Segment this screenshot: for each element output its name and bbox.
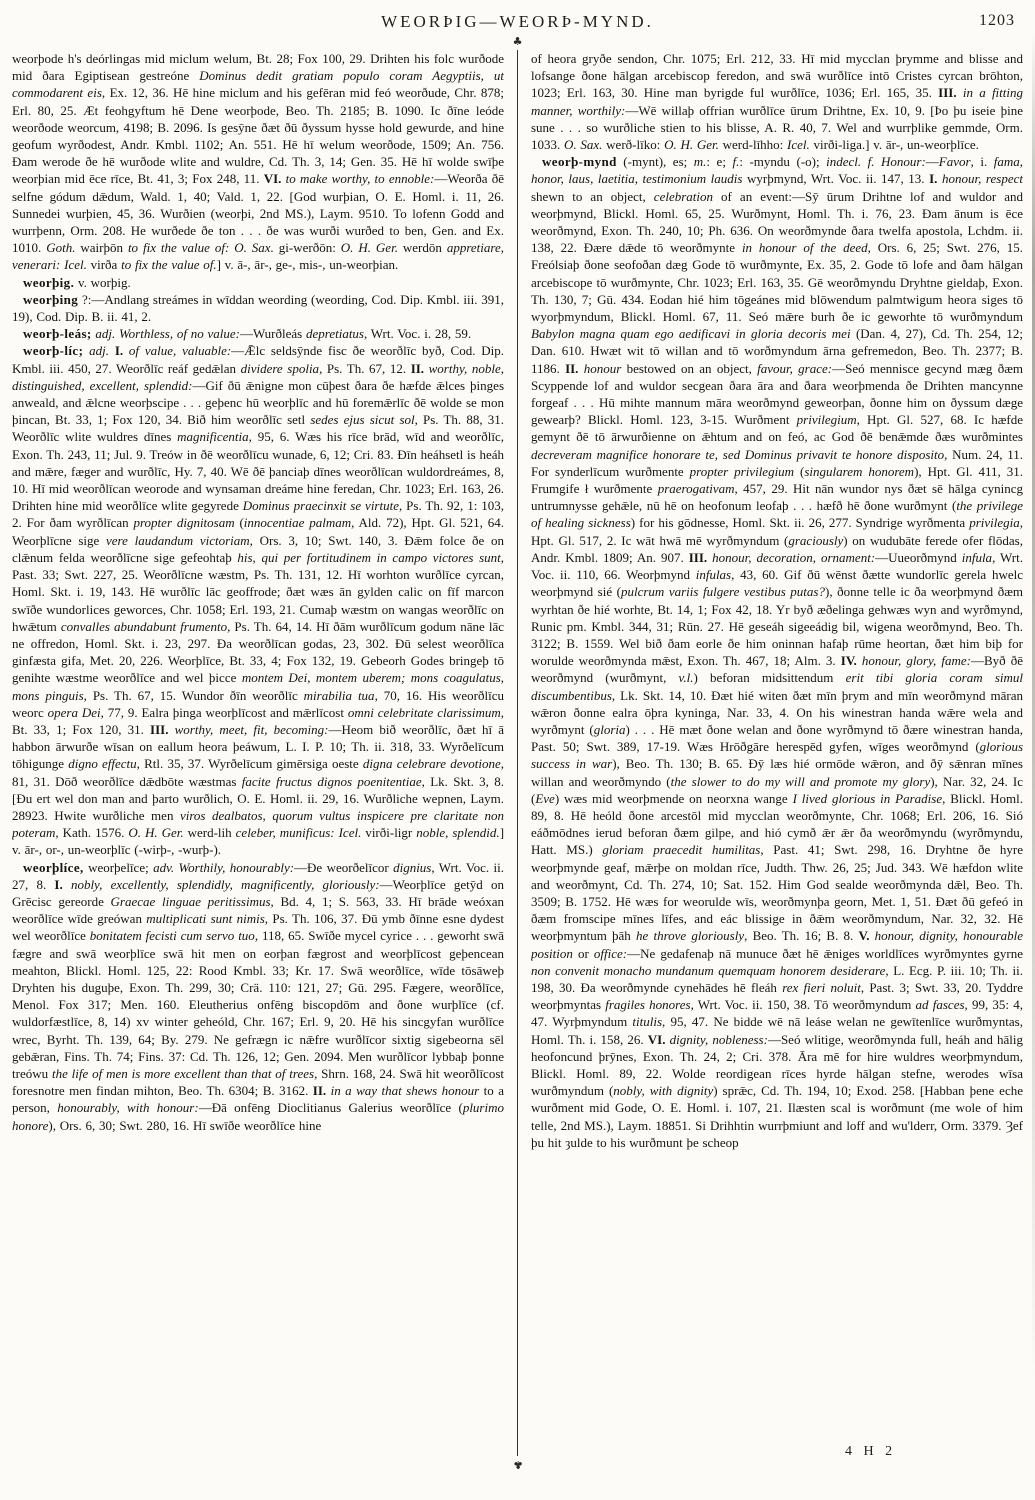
column-divider-rule — [512, 35, 523, 1471]
dictionary-entry: weorþlíce, weorþelīce; adv. Worthily, honourably:—Ðe weorðelīcor dignius, Wrt. Voc. ii. 27, 8. I. nobly, excellently, splendidly, magnificently, gloriously:—Weorþlīce getȳd on Grēcisc gereorde Graecae linguae peritissimus, Bd. 4, 1; S. 563, 33. Hī brāde weóxan weorðlīce wīde greówan multiplicati sunt nimis, Ps. Th. 106, 37. Ðū ymb ðīnne esne dydest wel weorðlīce bonitatem fecisti cum servo tuo, 118, 65. Swīðe mycel cyrice . . . geworht swā fægre and swā weorþlīce swā hit men on eorþan fægrost and weorþlīcost geþencean meahton, Blickl. Homl. 125, 22: Rood Kmbl. 33; Kr. 17. Swā weorðlīce, wīde tōsāweþ Dryhten his duguþe, Exon. Th. 299, 30; Crä. 110: 121, 27; Gū. 295. Fægere, weorðlīce, Menol. Fox 317; Men. 160. Eleutherius onfēng biscopdōm and ðone wurþlīce (cf. wuldorfæstlīce, 8, 14) xv winter geheóld, Chr. 167; Erl. 9, 20. Hē his sincgyfan wurðlīce wrec, Byrht. Th. 139, 64; By. 279. Ne gefrægn ic nǣfre wurðlīcor sixtig sigebeorna sēl gebǣran, Fins. Th. 74; Fins. 37: Cd. Th. 126, 12; Gen. 2094. Men wurðlīcor lybbaþ þonne treówu the life of men is more excellent than that of trees, Shrn. 168, 24. Swā hit weorðlīcost foresnotre men findan mihton, Beo. Th. 6304; B. 3162. II. in a way that shews honour to a person, honourably, with honour:—Ðā onfēng Dioclitianus Galerius weorðlīce (plurimo honore), Ors. 6, 30; Swt. 280, 16. Hī swīðe weorðlīce hine — [12, 859, 504, 1133]
trefoil-ornament-icon: ♣ — [512, 35, 523, 48]
dictionary-entry: weorþig. v. worþig. — [23, 274, 131, 290]
headword: weorþlíce, — [23, 859, 84, 875]
dictionary-entry: weorþ-líc; adj. I. of value, valuable:—Ǣlc seldsȳnde fisc ðe weorðlīc byð, Cod. Dip. Kmbl. iii. 450, 27. Weorðlīc reáf gedǣlan dividere spolia, Ps. Th. 67, 12. II. worthy, noble, distinguished, excellent, splendid:—Gif ðū ǣnigne mon cūþest ðara ðe hæfde ǣlces þinges anweald, and ǣlcne weorþscipe . . . geþenc hū weorþlīc and hū foremǣrlīc ðē wolde se mon þincan, Bt. 33, 1; Fox 120, 34. Bið him weorðlīc setl sedes ejus sicut sol, Ps. Th. 88, 31. Weorðlīc wlite wuldres dīnes magnificentia, 95, 6. Wæs his rīce brād, wīd and weorðlīc, Exon. Th. 243, 11; Jul. 9. Treów in ðē weorðlīcu wunade, 6, 12; Cri. 83. Ðīn heáhsetl is heáh and mǣre, fæger and wurðlīc, Hy. 7, 40. Wē ðē þanciaþ dīnes weorðlīcan wuldordreámes, 8, 10. Hī mid weorðlīcan weorode and wynsaman dreáme hine feredan, Chr. 1023; Erl. 163, 26. Drihten hine mid weorðlīce wlite gegyrede Dominus praecinxit se virtute, Ps. Th. 92, 1: 103, 2. For ðam wyrðlīcan propter dignitosam (innocentiae palmam, Ald. 72), Hpt. Gl. 521, 64. Weorþlīcne sige vere laudandum victoriam, Ors. 3, 10; Swt. 140, 3. Ðǣm folce ðe on clǣnum felda weorðlīcne sige gefeohtaþ his, qui per fortitudinem in campo victores sunt, Past. 33; Swt. 227, 25. Weorðlīcne wæstm, Ps. Th. 131, 12. Hī worhton wurðlīce cyrcan, Homl. Skt. i. 19, 143. Hē wurðlīc lāc geoffrode; ðæt wæs ān gylden calic on fīf marcon swīðe wundorlices geworces, Chr. 1058; Erl. 193, 21. Cumaþ wæstm on wangas weorðlīc on hwǣtum convalles abundabunt frumento, Ps. Th. 64, 14. Hī ðām wurðlīcum godum nāne lāc ne offredon, Homl. Skt. i. 23, 297. Ða weorðlīcan godas, 23, 302. Ðū selest weorðlīca ginfæsta gifa, Met. 20, 226. Weorþlīce, Bt. 33, 4; Fox 132, 19. Gebeorh Godes bringeþ tō genihte wæstme weorðlīce and wel þicce montem Dei, montem uberem; mons coagulatus, mons pinguis, Ps. Th. 67, 15. Wundor ðīn weorðlīc mirabilia tua, 70, 16. His weorðlīcu weorc opera Dei, 77, 9. Ealra þinga weorþlīcost and mǣrlīcost omni celebritate clarissimum, Bt. 33, 1; Fox 120, 31. III. worthy, meet, fit, becoming:—Heom bið weorðlīc, ðæt hī ā habbon ārwurðe wīsan on eallum heora þeáwum, L. I. P. 10; Th. ii. 318, 33. Wyrðelīcum tōhigunge digno effectu, Rtl. 35, 37. Wyrðelīcum gimērsiga oeste digna celebrare devotione, 81, 31. Dōð weorðlīce dǣdbōte wæstmas facite fructus dignos poenitentiae, Lk. Skt. 3, 8. [Ðu ert wel don man and þarto wurðlich, O. E. Homl. ii. 29, 16. Wurðliche wepnen, Laym. 28923. Hwite wurðliche men viros dealbatos, quorum vultus inspicere pre claritate non poteram, Kath. 1576. O. H. Ger. werd-lih celeber, munificus: Icel. virði-ligr noble, splendid.] v. ār-, or-, un-weorþlīc (-wirþ-, -wurþ-). — [12, 343, 504, 858]
page-body — [12, 35, 1023, 1471]
headword: weorþig. — [23, 274, 75, 290]
headword: weorþing — [23, 291, 79, 307]
text-column-right — [531, 50, 1023, 1448]
continuation-paragraph: weorþode h's deórlingas mid miclum welum, Bt. 28; Fox 100, 29. Drihten his folc wurðode mid ðara Egiptisean gestreóne Dominus dedit gratiam populo coram Aegyptiis, ut commodarent eis, Ex. 12, 36. Hē hine miclum and his gefēran mid feó weorðude, Chr. 878; Erl. 80, 25. Æt feohgyftum hē Dene weorþode, Beo. Th. 2185; B. 1090. Ic ðīne leóde weorðode weorcum, 4198; B. 2096. Is gesȳne ðæt ðū ðyssum hysse hold gewurde, and hine geofum wyrðodest, Andr. Kmbl. 1102; An. 551. Hē hī welum weorðode, 1509; An. 756. Ðam werode ðe hē wurðode wlite and wuldre, Cd. Th. 3, 14; Gen. 35. Hē hī wolde swīþe weorþian mid ēce rīce, Bt. 41, 3; Fox 248, 11. VI. to make worthy, to ennoble:—Weorða ðē selfne gódum dǣdum, Wald. 1, 40; Vald. 1, 22. [God wurþian, O. E. Homl. i. 11, 26. Sunnedei wurþien, 45, 36. Wurðien (weorþi, 2nd MS.), Laym. 9510. To lofenn Godd and wurrþenn, Orm. 208. He wurðede ðe ton . . . ðe was wurði wurðed to ben, Gen. and Ex. 1010. Goth. wairþōn to fix the value of: O. Sax. gi-werðōn: O. H. Ger. werdōn appretiare, venerari: Icel. virða to fix the value of.] v. ā-, ār-, ge-, mis-, un-weorþian. — [12, 51, 504, 273]
dictionary-entry: weorþing ?:—Andlang streámes in wīddan weording (weording, Cod. Dip. Kmbl. iii. 391, 19), Cod. Dip. B. ii. 41, 2. — [12, 291, 504, 325]
dictionary-entry: weorþ-mynd (-mynt), es; m.: e; f.: -myndu (-o); indecl. f. Honour:—Favor, i. fama, honor, laus, laetitia, testimonium laudis wyrþmynd, Wrt. Voc. ii. 147, 13. I. honour, respect shewn to an object, celebration of an event:—Sȳ ūrum Drihtne lof and wuldor and weorþmynd, Blickl. Homl. 65, 25. Wurðmynt, Homl. Th. i. 76, 23. Ðam ānum is ēce weorðmynd, Exon. Th. 240, 10; Ph. 636. On weorðmynde ðara twelfa apostola, Lchdm. ii. 138, 22. Ðære dǣde tō weorðmynte in honour of the deed, Ors. 6, 25; Swt. 276, 15. Freólsiaþ ðone seofoðan dæg Gode tō wurðmynte, Ex. 35, 2. Gode tō lofe and ðam hālgan arcebiscope tō wurðmynte, Chr. 1023; Erl. 163, 35. Gē weorðmyndu Dryhtne gieldaþ, Exon. Th. 130, 7; Gū. 434. Eodan hié him tōgeánes mid blōwendum palmtwigum heora siges tō wyorþmyndum, Blickl. Homl. 67, 11. Seó mǣre burh ðe ic geworhte tō wurðmyndum Babylon magna quam ego aedificavi in gloria decoris mei (Dan. 4, 27), Cd. Th. 254, 12; Dan. 610. Hwæt wit tō willan and tō worðmyndum ārna gefremedon, Beo. Th. 2377; B. 1186. II. honour bestowed on an object, favour, grace:—Seó mennisce gecynd mæg ðæm Scyppende lof and wuldor secgean ðara āra and ðara weorþmenda ðe Drihten mancynne forgeaf . . . Hū mihte mannum māra weorðmynd geweorþan, ðonne him on ðyssum dæge gewearþ? Blickl. Homl. 123, 3-15. Wurðment privilegium, Hpt. Gl. 527, 68. Ic hæfde gemynt ðē tō ārwurðienne on ǣhtum and on feó, ac God ðē benǣmde ðæs wurðmintes decreveram magnifice honorare te, sed Dominus privavit te honore disposito, Num. 24, 11. For synderlīcum wurðmente propter privilegium (singularem honorem), Hpt. Gl. 411, 31. Frumgife ł wurðmente praerogativam, 457, 29. Hit nān wundor nys ðæt sē hālga cynincg untrumnysse gehǣle, nū hē on heofonum leofaþ . . . hæfð hē ðone wurðmynt (the privilege of healing sickness) for his gōdnesse, Homl. Skt. ii. 26, 277. Syndrige wyrðmenta privilegia, Hpt. Gl. 517, 2. Ic wāt hwā mē wyrðmyndum (graciously) on wudubāte ferede ofer flōdas, Andr. Kmbl. 1809; An. 907. III. honour, decoration, ornament:—Uueorðmynd infula, Wrt. Voc. ii. 110, 66. Weorþmynd infulas, 43, 60. Gif ðū wēnst ðætte wundorlīc gerela hwelc weorþmynd sié (pulcrum variis fulgere vestibus putas?), ðonne telle ic ða weorþmynd ðæm wyrhtan ðe hié worhte, Bt. 14, 1; Fox 42, 18. Yr byð æðelinga gehwæs wyn and wyrðmynd, Runic pm. Kmbl. 344, 31; Rūn. 27. Hē geseáh sigeeádig bil, wigena weorðmynd, Beo. Th. 3122; B. 1559. Wel bið ðam eorle ðe him oninnan hafaþ rūme heortan, ðæt him biþ for worulde weorðmynda mǣst, Exon. Th. 467, 18; Alm. 3. IV. honour, glory, fame:—Byð ðē weorðmynd (wurðmynt, v.l.) beforan midsittendum erit tibi gloria coram simul discumbentibus, Lk. Skt. 14, 10. Ðæt hié witen ðæt mīn þrym and mīn weorðmynd māran wǣron ðonne ealra ōþra kyninga, Nar. 33, 4. On his winestran handa wǣre wela and wyrðmynt (gloria) . . . Hē mæt ðone welan and ðone wyrðmynd tō ðære winestran handa, Past. 50; Swt. 389, 17-19. Wæs Hrōðgāre herespēd gyfen, wīges weorðmynd (glorious success in war), Beo. Th. 130; B. 65. Ðȳ læs hié ormōde wǣron, and ðȳ sǣnran mīnes willan and weorðmyndo (the slower to do my will and promote my glory), Nar. 32, 24. Ic (Eve) wæs mid weorþmende on neorxna wange I lived glorious in Paradise, Blickl. Homl. 89, 8. Hē heóld ðone arcestōl mid mycclan weorðmynte, Chr. 1068; Erl. 206, 16. Sió eáðmōdnes ierud beforan ðæm gilpe, and hió cymð ǣr ǣr ða weorðmyndu (wyrðmyndu, Hatt. MS.) gloriam praecedit humilitas, Past. 41; Swt. 298, 16. Dryhtne ðe hyre weorþmynde geaf, mǣrþe on moldan rīce, Judth. Thw. 26, 25; Jud. 343. Wē hæfdon wlite and weorðmynt, Cd. Th. 274, 10; Sat. 152. Him God sealde weorðmynda dǣl, Beo. Th. 3509; B. 1752. Hē wæs for weorulde wīs, weorðmynþa georn, Met. 1, 51. Ðæt ðū gefeó in ðæm fromscipe mīnes līfes, and eác blissige in ðǣm weorðmyndum, Nar. 32, 32. Hē weorþmyntum þāh he throve gloriously, Beo. Th. 16; B. 8. V. honour, dignity, honourable position or office:—Ne gedafenaþ nā munuce ðæt hē ǣniges worldlīces wyrðmyntes gyrne non convenit monacho mundanum quemquam honorem desiderare, L. Ecg. P. iii. 10; Th. ii. 198, 30. Ða weorðmynde cynehādes hē fleáh rex fieri noluit, Past. 3; Swt. 33, 20. Tyddre weorþmyntas fragiles honores, Wrt. Voc. ii. 150, 38. Tō weorðmyndum ad fasces, 99, 35: 4, 47. Wyrþmyndum titulis, 95, 47. Ne bidde wē nā leáse welan ne gewītenlīce wurðmyntas, Homl. Th. i. 158, 26. VI. dignity, nobleness:—Seó wlitige, weorðmynda full, heáh and hālig heofoncund þrȳnes, Exon. Th. 24, 2; Cri. 378. Āra mē for hire wuldres weorþmyndum, Blickl. Homl. 89, 22. Wolde reordigean rīces hyrde hālgan stefne, werodes wīsa wurðmyndum (nobly, with dignity) sprǣc, Cd. Th. 194, 10; Exod. 258. [Habban þene eche wurðment mid Gode, O. E. Homl. i. 107, 21. Ilæsten scal is worðmunt (me wole of him telle, 2nd MS.), Laym. 18851. Si Drihhtin wurrþmiunt and loff and wu'lderr, Orm. 3379. Ȝef þu hit ȝulde to his wurðmunt þe scheop — [531, 154, 1023, 1150]
dictionary-entry: weorþ-leás; adj. Worthless, of no value:—Wurðleás depretiatus, Wrt. Voc. i. 28, 59. — [23, 326, 472, 342]
page-number: 1203 — [979, 12, 1015, 29]
headword: weorþ-mynd — [542, 154, 617, 170]
trefoil-ornament-icon: ♣ — [512, 1458, 523, 1471]
continuation-paragraph: of heora gryðe sendon, Chr. 1075; Erl. 212, 33. Hī mid mycclan þrymme and blisse and lofsange ðone hālgan arcebiscop feredon, and swā wurðlīce intō Cristes cyrcan brōhton, 1023; Erl. 163, 30. Hine man byrigde ful wurðlīce, 1036; Erl. 165, 35. III. in a fitting manner, worthily:—Wē willaþ offrian wurðlīce ūrum Drihtne, Ex. 10, 9. [Þo þu iseie þine sune . . . so wurðliche stien to his blisse, A. R. 40, 7. Wel and wurrþlike gemmde, Orm. 1033. O. Sax. werð-līko: O. H. Ger. werd-līhho: Icel. virði-liga.] v. ār-, un-weorþlīce. — [531, 51, 1023, 153]
text-column-left — [12, 50, 504, 1448]
running-title: WEORÞIG—WEORÞ-MYND. — [381, 12, 654, 31]
printers-signature: 4 H 2 — [845, 1444, 897, 1459]
headword: weorþ-líc; — [23, 343, 84, 359]
headword: weorþ-leás; — [23, 326, 92, 342]
